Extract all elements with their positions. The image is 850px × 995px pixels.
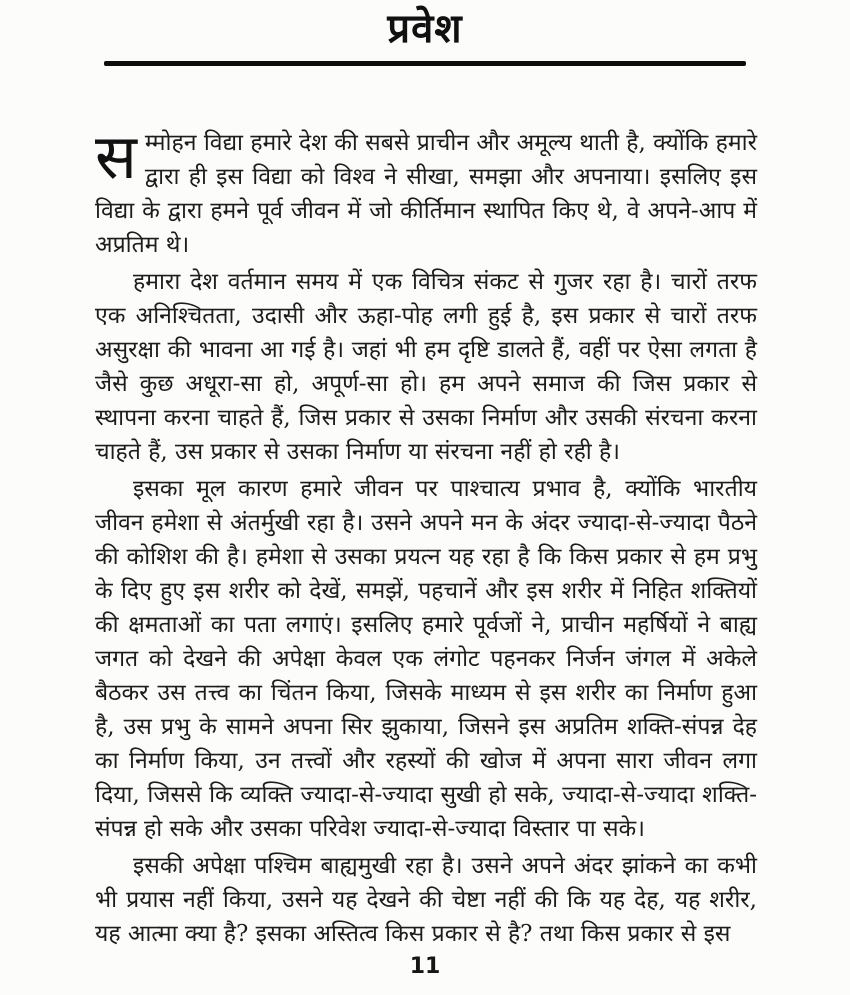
- paragraph-4: इसकी अपेक्षा पश्चिम बाह्यमुखी रहा है। उसने अपने अंदर झांकने का कभी भी प्रयास नहीं किया, उसने यह देखने की चेष्टा नहीं की कि यह देह, यह शरीर, यह आत्मा क्या है? इसका अस्तित्व किस प्रकार से है? तथा किस प्रकार से इस: [95, 853, 757, 947]
- paragraph-2: हमारा देश वर्तमान समय में एक विचित्र संकट से गुजर रहा है। चारों तरफ एक अनिश्चितता, उदासी और ऊहा-पोह लगी हुई है, इस प्रकार से चारों तरफ असुरक्षा की भावना आ गई है। जहां भी हम दृष्टि डालते हैं, वहीं पर ऐसा लगता है जैसे कुछ अधूरा-सा हो, अपूर्ण-सा हो। हम अपने समाज की जिस प्रकार से स्थापना करना चाहते हैं, जिस प्रकार से उसका निर्माण और उसकी संरचना करना चाहते हैं, उस प्रकार से उसका निर्माण या संरचना नहीं हो रही है।: [95, 269, 757, 465]
- paragraph-3: इसका मूल कारण हमारे जीवन पर पाश्चात्य प्रभाव है, क्योंकि भारतीय जीवन हमेशा से अंतर्मुखी रहा है। उसने अपने मन के अंदर ज्यादा-से-ज्यादा पैठने की कोशिश की है। हमेशा से उसका प्रयत्न यह रहा है कि किस प्रकार से हम प्रभु के दिए हुए इस शरीर को देखें, समझें, पहचानें और इस शरीर में निहित शक्तियों की क्षमताओं का पता लगाएं। इसलिए हमारे पूर्वजों ने, प्राचीन महर्षियों ने बाह्य जगत को देखने की अपेक्षा केवल एक लंगोट पहनकर निर्जन जंगल में अकेले बैठकर उस तत्त्व का चिंतन किया, जिसके माध्यम से इस शरीर का निर्माण हुआ है, उस प्रभु के सामने अपना सिर झुकाया, जिसने इस अप्रतिम शक्ति-संपन्न देह का निर्माण किया, उन तत्त्वों और रहस्यों की खोज में अपना सारा जीवन लगा दिया, जिससे कि व्यक्ति ज्यादा-से-ज्यादा सुखी हो सके, ज्यादा-से-ज्यादा शक्ति-संपन्न हो सके और उसका परिवेश ज्यादा-से-ज्यादा विस्तार पा सके।: [95, 476, 757, 842]
- paragraph-1-text: म्मोहन विद्या हमारे देश की सबसे प्राचीन और अमूल्य थाती है, क्योंकि हमारे द्वारा ही इस विद्या को विश्व ने सीखा, समझा और अपनाया। इसलिए इस विद्या के द्वारा हमने पूर्व जीवन में जो कीर्तिमान स्थापित किए थे, वे अपने-आप में अप्रतिम थे।: [95, 130, 757, 258]
- title-divider: [104, 61, 746, 66]
- page-content: [95, 120, 757, 954]
- page-title: प्रवेश: [387, 5, 463, 52]
- page-number: 11: [409, 954, 441, 979]
- dropcap-letter: स: [95, 120, 137, 193]
- paragraph-1: [95, 120, 757, 262]
